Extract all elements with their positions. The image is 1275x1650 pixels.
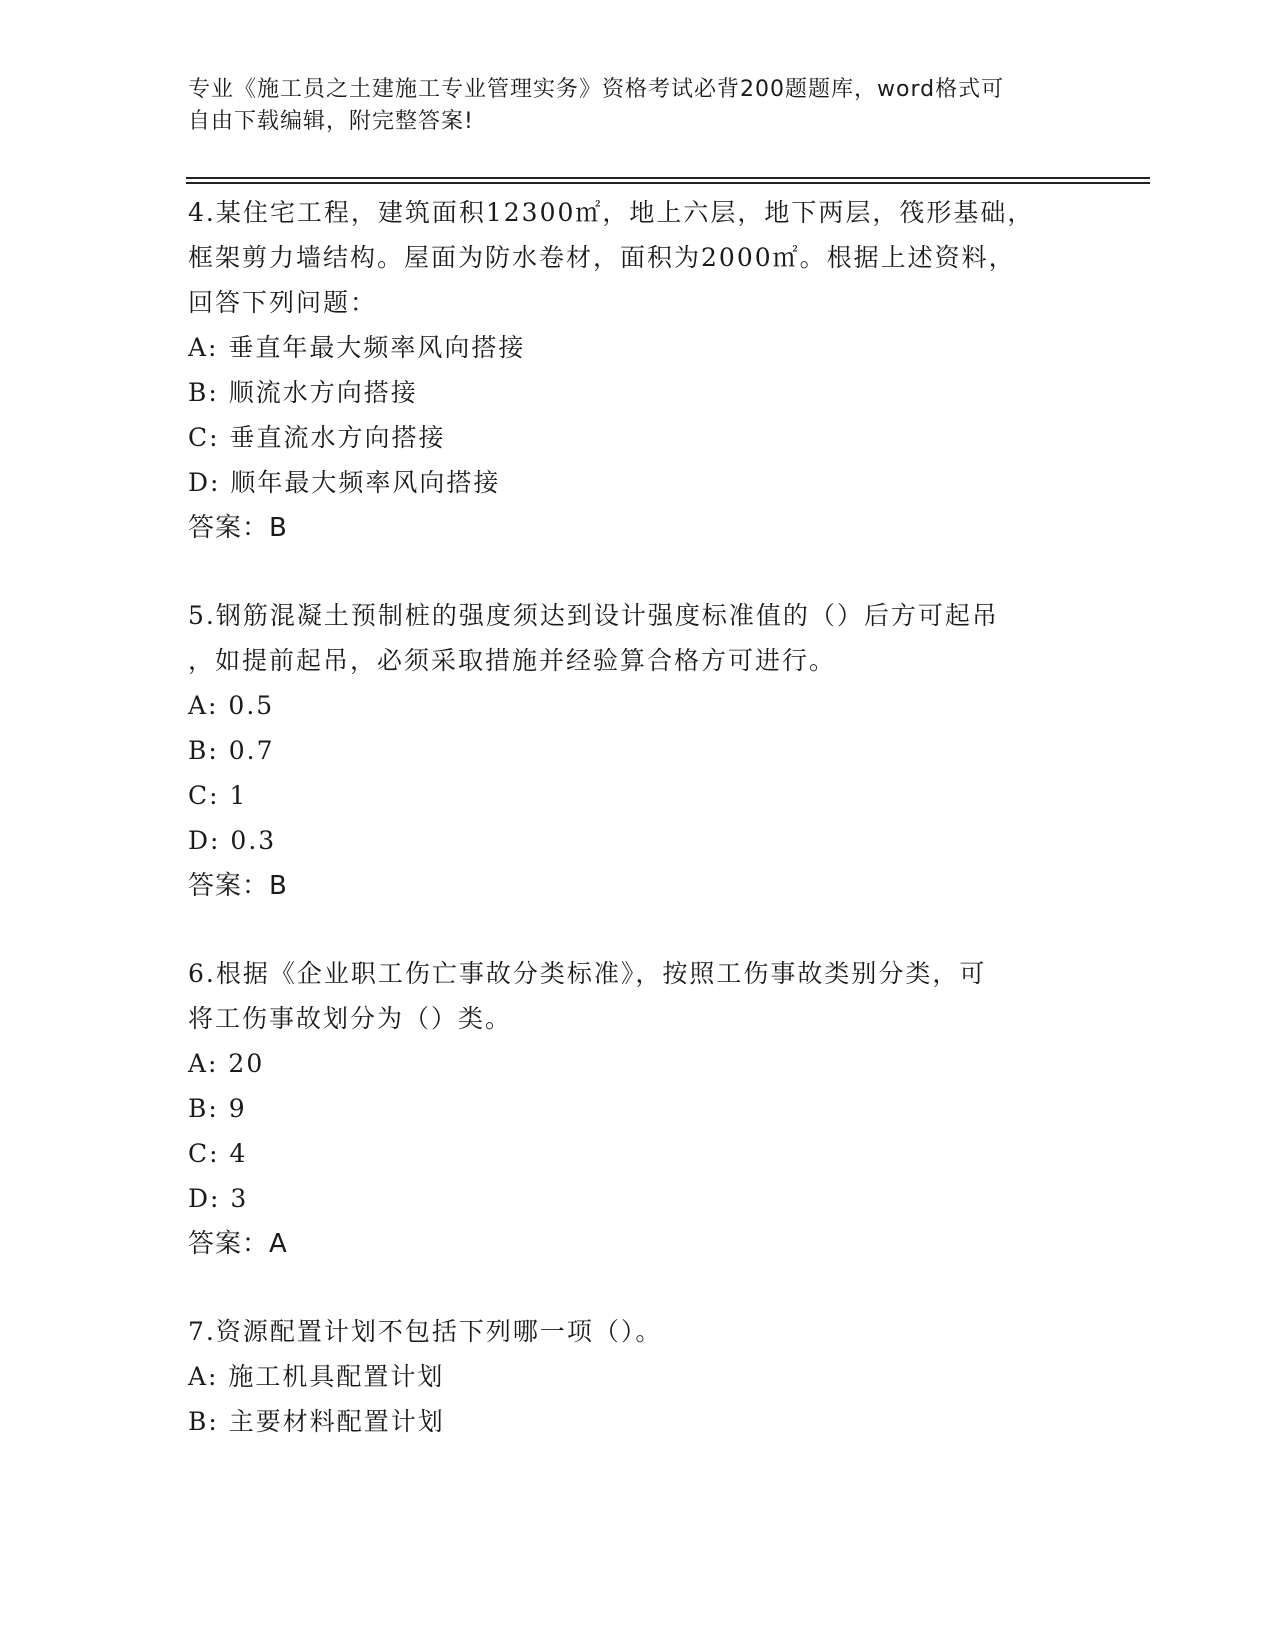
question-list (188, 190, 1068, 1486)
option-c: C: 4 (188, 1139, 248, 1168)
option-b: B: 主要材料配置计划 (188, 1407, 445, 1436)
option-a: A: 20 (188, 1049, 265, 1078)
header-line: 自由下载编辑，附完整答案! (188, 109, 474, 134)
question-stem (188, 1309, 1068, 1354)
question-stem-line: 5.钢筋混凝土预制桩的强度须达到设计强度标准值的（）后方可起吊 (188, 601, 999, 630)
option-c: C: 1 (188, 781, 248, 810)
question-stem (188, 190, 1068, 325)
question-stem-line: 将工伤事故划分为（）类。 (188, 1004, 513, 1033)
question-stem-line: ，如提前起吊，必须采取措施并经验算合格方可进行。 (188, 646, 837, 675)
answer-line: 答案：B (188, 871, 288, 901)
option-d: D: 顺年最大频率风向搭接 (188, 468, 501, 497)
option-a: A: 0.5 (188, 691, 275, 720)
option-a: A: 垂直年最大频率风向搭接 (188, 333, 526, 362)
option-b: B: 9 (188, 1094, 247, 1123)
header-line: 专业《施工员之土建施工专业管理实务》资格考试必背200题题库，word格式可 (188, 77, 1005, 102)
question-item (188, 593, 1068, 909)
option-a: A: 施工机具配置计划 (188, 1362, 445, 1391)
document-header (188, 74, 1068, 138)
option-c: C: 垂直流水方向搭接 (188, 423, 446, 452)
answer-line: 答案：B (188, 513, 288, 543)
question-stem-line: 框架剪力墙结构。屋面为防水卷材，面积为2000㎡。根据上述资料， (188, 243, 1016, 272)
question-item (188, 951, 1068, 1267)
question-stem (188, 951, 1068, 1041)
question-stem (188, 593, 1068, 683)
question-stem-line: 7.资源配置计划不包括下列哪一项（）。 (188, 1317, 663, 1346)
question-item (188, 190, 1068, 551)
header-divider (186, 177, 1150, 179)
question-stem-line: 4.某住宅工程，建筑面积12300㎡，地上六层，地下两层，筏形基础， (188, 198, 1035, 227)
option-d: D: 0.3 (188, 826, 277, 855)
answer-line: 答案：A (188, 1229, 288, 1259)
question-stem-line: 6.根据《企业职工伤亡事故分类标准》，按照工伤事故类别分类，可 (188, 959, 987, 988)
question-stem-line: 回答下列问题： (188, 288, 378, 317)
option-d: D: 3 (188, 1184, 249, 1213)
option-b: B: 顺流水方向搭接 (188, 378, 418, 407)
question-item (188, 1309, 1068, 1444)
header-divider (186, 182, 1150, 184)
option-b: B: 0.7 (188, 736, 275, 765)
